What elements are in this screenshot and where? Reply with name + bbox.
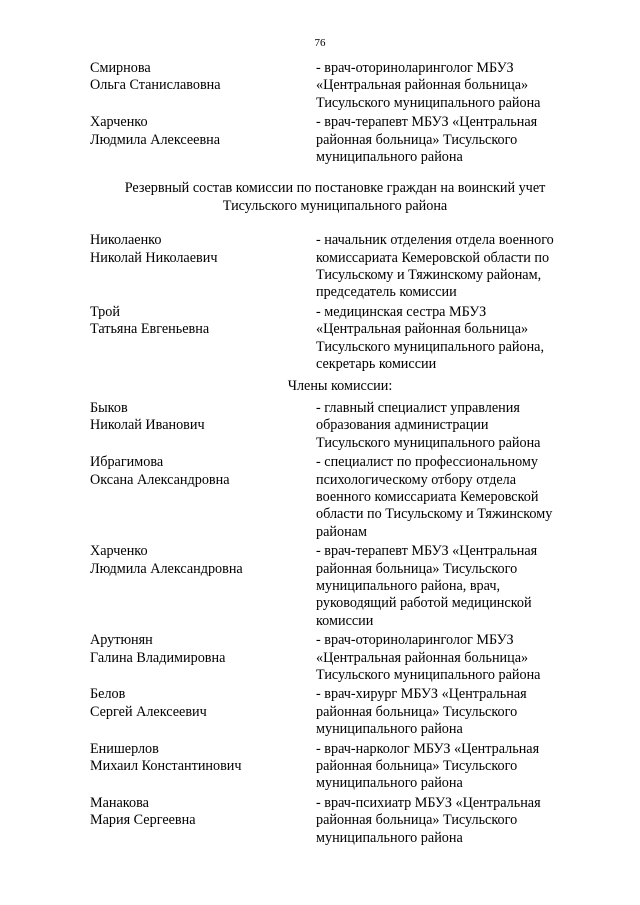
person-name (90, 795, 316, 847)
person-name (90, 60, 316, 112)
person-name-line: Оксана Александровна (90, 471, 230, 488)
person-entry (90, 741, 590, 793)
person-name-line: Николай Николаевич (90, 249, 218, 266)
person-role-line: муниципального района (316, 829, 463, 846)
person-role (316, 795, 590, 847)
person-role-line: образования администрации (316, 417, 489, 434)
person-name-line: Трой (90, 303, 120, 320)
person-role-line: муниципального района, врач, (316, 577, 501, 594)
person-role (316, 454, 590, 541)
person-name-line: Сергей Алексеевич (90, 703, 207, 720)
person-name-line: Ибрагимова (90, 454, 164, 471)
person-role-line: области по Тисульскому и Тяжинскому (316, 506, 553, 523)
person-role (316, 686, 590, 738)
person-role (316, 304, 590, 374)
commission-list (90, 60, 590, 847)
person-role-line: руководящий работой медицинской (316, 595, 532, 612)
person-role-line: районная больница» Тисульского (316, 812, 518, 829)
person-role-line: муниципального района (316, 721, 463, 738)
person-role-line: районная больница» Тисульского (316, 560, 518, 577)
person-name-line: Харченко (90, 543, 148, 560)
person-role-line: Тисульского муниципального района, (316, 338, 545, 355)
person-name-line: Татьяна Евгеньевна (90, 321, 210, 338)
person-role-line: районная больница» Тисульского (316, 131, 518, 148)
person-name-line: Арутюнян (90, 632, 153, 649)
person-role-line: - врач-оториноларинголог МБУЗ (316, 632, 514, 649)
person-entry (90, 304, 590, 374)
person-name (90, 686, 316, 738)
person-name (90, 454, 316, 541)
members-heading: Члены комиссии: (287, 377, 393, 394)
person-name-line: Ольга Станиславовна (90, 77, 221, 94)
person-role-line: - врач-нарколог МБУЗ «Центральная (316, 740, 540, 757)
person-role (316, 632, 590, 684)
person-entry (90, 60, 590, 112)
person-role-line: - врач-оториноларинголог МБУЗ (316, 60, 514, 76)
person-role-line: психологическому отбору отдела (316, 471, 517, 488)
person-name-line: Смирнова (90, 60, 151, 76)
person-name-line: Николаенко (90, 232, 162, 249)
leaders-section (90, 232, 590, 373)
person-name (90, 741, 316, 793)
person-name-line: Харченко (90, 114, 148, 131)
person-name (90, 232, 316, 302)
person-role (316, 741, 590, 793)
person-name-line: Галина Владимировна (90, 649, 226, 666)
person-role-line: районам (316, 523, 367, 540)
person-role-line: комиссии (316, 612, 374, 629)
person-name-line: Енишерлов (90, 740, 159, 757)
page-number: 76 (314, 37, 326, 49)
person-name-line: Манакова (90, 794, 149, 811)
reserve-heading-line: Тисульского муниципального района (222, 197, 448, 214)
person-entry (90, 454, 590, 541)
person-role (316, 232, 590, 302)
person-role-line: муниципального района (316, 149, 463, 166)
person-name (90, 304, 316, 374)
person-name-line: Михаил Константинович (90, 758, 242, 775)
person-role-line: - специалист по профессиональному (316, 454, 538, 471)
person-role-line: - врач-хирург МБУЗ «Центральная (316, 686, 527, 703)
person-role-line: председатель комиссии (316, 284, 457, 301)
person-role-line: районная больница» Тисульского (316, 758, 518, 775)
person-role-line: Тисульского муниципального района (316, 434, 541, 451)
person-role (316, 400, 590, 452)
person-role-line: военного комиссариата Кемеровской (316, 488, 539, 505)
person-role-line: - врач-терапевт МБУЗ «Центральная (316, 114, 538, 131)
person-role-line: секретарь комиссии (316, 356, 437, 373)
person-role-line: «Центральная районная больница» (316, 77, 529, 94)
person-role-line: «Центральная районная больница» (316, 649, 529, 666)
members-section (90, 400, 590, 847)
reserve-heading (90, 180, 590, 215)
person-name (90, 543, 316, 630)
person-name-line: Мария Сергеевна (90, 812, 196, 829)
person-entry (90, 686, 590, 738)
person-entry (90, 543, 590, 630)
person-name-line: Николай Иванович (90, 417, 205, 434)
person-role-line: - врач-терапевт МБУЗ «Центральная (316, 543, 538, 560)
person-role-line: комиссариата Кемеровской области по (316, 249, 550, 266)
person-entry (90, 400, 590, 452)
person-entry (90, 114, 590, 166)
person-entry (90, 795, 590, 847)
person-name-line: Людмила Алексеевна (90, 131, 221, 148)
person-role-line: Тисульскому и Тяжинскому районам, (316, 267, 542, 284)
person-role (316, 114, 590, 166)
person-role-line: Тисульского муниципального района (316, 667, 541, 683)
person-name-line: Быков (90, 399, 128, 416)
person-role (316, 60, 590, 112)
person-name (90, 114, 316, 166)
person-entry (90, 632, 590, 684)
person-role-line: - начальник отделения отдела военного (316, 232, 554, 249)
person-role-line: «Центральная районная больница» (316, 321, 529, 338)
person-role-line: - врач-психиатр МБУЗ «Центральная (316, 794, 541, 811)
reserve-heading-line: Резервный состав комиссии по постановке граждан на воинский учет (124, 180, 546, 197)
person-entry (90, 232, 590, 302)
person-role-line: районная больница» Тисульского (316, 703, 518, 720)
top-members-section (90, 60, 590, 166)
person-role-line: - медицинская сестра МБУЗ (316, 303, 487, 320)
person-name-line: Людмила Александровна (90, 560, 243, 577)
person-name (90, 632, 316, 684)
person-name-line: Белов (90, 686, 126, 703)
person-role (316, 543, 590, 630)
person-role-line: муниципального района (316, 775, 463, 792)
person-role-line: Тисульского муниципального района (316, 94, 541, 111)
person-name (90, 400, 316, 452)
person-role-line: - главный специалист управления (316, 399, 520, 416)
